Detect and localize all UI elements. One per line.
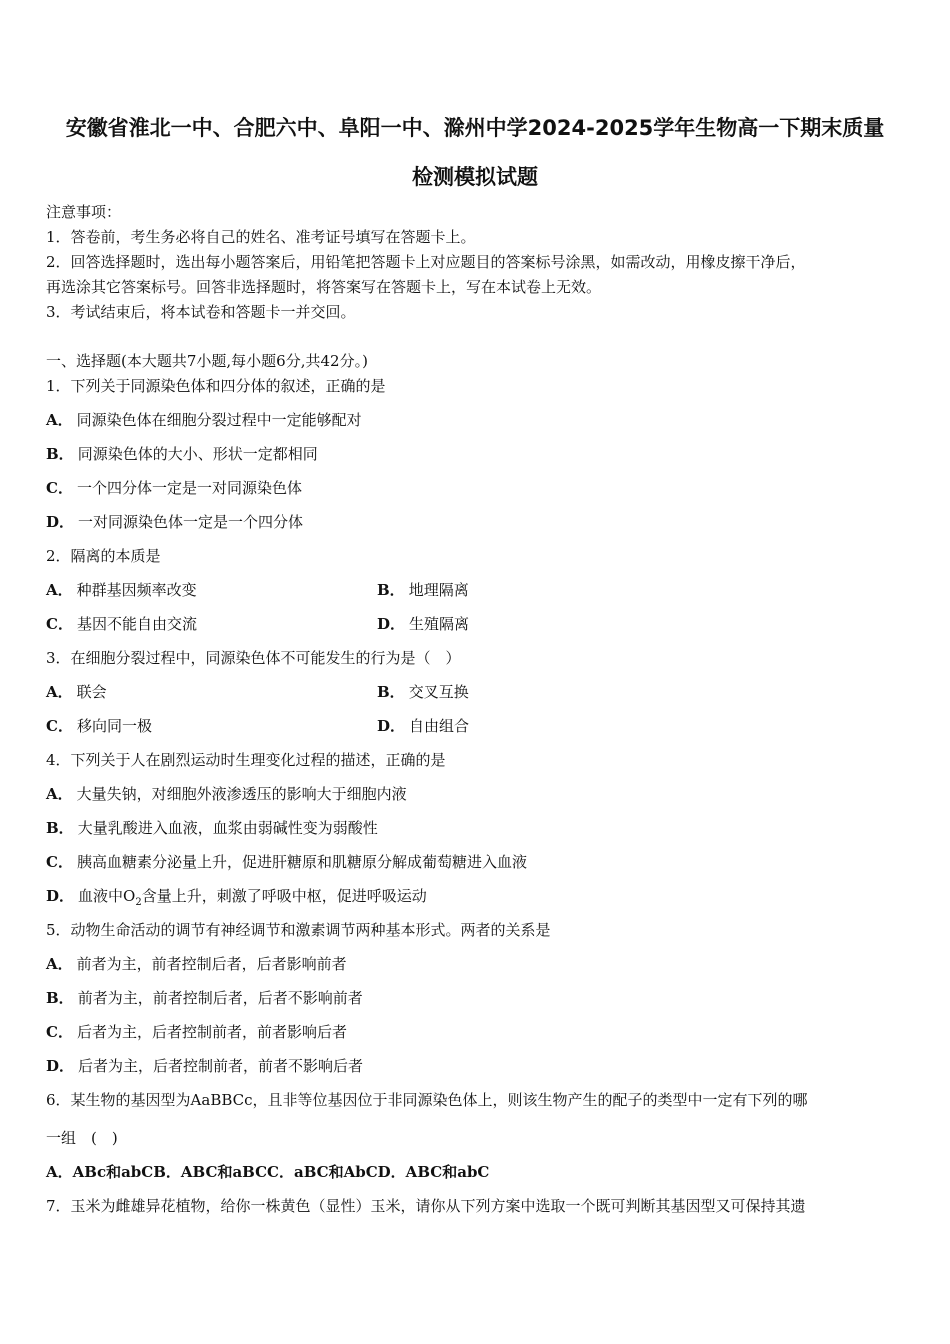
question-4	[46, 750, 446, 770]
q1-option-b	[46, 444, 318, 464]
q3-option-c	[46, 716, 152, 736]
option-text-post: 含量上升，刺激了呼吸中枢，促进呼吸运动	[141, 887, 427, 905]
question-3	[46, 648, 461, 668]
question-6-cont: 一组 ( )	[46, 1129, 118, 1147]
notice-item-3: 3．考试结束后，将本试卷和答题卡一并交回。	[46, 303, 356, 321]
notice-heading: 注意事项：	[46, 203, 122, 221]
exam-title-line1: 安徽省淮北一中、合肥六中、阜阳一中、滁州中学2024-2025学年生物高一下期末质量	[65, 116, 885, 140]
q3-option-d	[377, 716, 469, 736]
question-1	[46, 376, 386, 396]
q2-option-a	[46, 580, 197, 600]
notice-item-2: 2．回答选择题时，选出每小题答案后，用铅笔把答题卡上对应题目的答案标号涂黑，如需改动，用橡皮擦干净后，	[46, 253, 806, 271]
question-5	[46, 920, 551, 940]
option-text: 种群基因频率改变	[76, 581, 197, 599]
q5-option-d	[46, 1056, 363, 1076]
option-text: 移向同一极	[76, 717, 152, 735]
option-text: 同源染色体在细胞分裂过程中一定能够配对	[76, 411, 362, 429]
option-label: D．	[46, 1057, 75, 1075]
option-text: 联会	[76, 683, 107, 701]
q5-option-b	[46, 988, 363, 1008]
option-label: C．	[46, 717, 73, 735]
option-label: A．	[46, 785, 73, 803]
q4-option-b	[46, 818, 378, 838]
option-label: C．	[46, 853, 73, 871]
question-stem: 在细胞分裂过程中，同源染色体不可能发生的行为是（ ）	[70, 649, 461, 667]
option-label: B．	[377, 581, 405, 599]
option-label: C．	[46, 479, 73, 497]
option-text: 大量失钠，对细胞外液渗透压的影响大于细胞内液	[76, 785, 407, 803]
question-stem: 隔离的本质是	[70, 547, 161, 565]
option-text: 地理隔离	[408, 581, 469, 599]
option-text-pre: 血液中O	[78, 887, 136, 905]
option-text: 后者为主，后者控制前者，前者影响后者	[76, 1023, 347, 1041]
option-label: A．	[46, 683, 73, 701]
question-stem: 下列关于同源染色体和四分体的叙述，正确的是	[70, 377, 386, 395]
q2-option-d	[377, 614, 469, 634]
q5-option-a	[46, 954, 347, 974]
q3-option-a	[46, 682, 107, 702]
notice-item-2-cont: 再选涂其它答案标号。回答非选择题时，将答案写在答题卡上，写在本试卷上无效。	[46, 278, 602, 296]
option-label: D．	[377, 615, 406, 633]
option-label: D．	[377, 717, 406, 735]
option-label: A．	[46, 411, 73, 429]
option-label: A．	[46, 955, 73, 973]
q6-options: A．ABc和abCB．ABC和aBCC．aBC和AbCD．ABC和abC	[46, 1163, 490, 1181]
q5-option-c	[46, 1022, 347, 1042]
option-label: C．	[46, 615, 73, 633]
option-label: B．	[46, 445, 74, 463]
option-text: 一个四分体一定是一对同源染色体	[76, 479, 302, 497]
option-label: B．	[377, 683, 405, 701]
question-number: 3．	[46, 649, 71, 667]
q2-option-b	[377, 580, 469, 600]
question-number: 5．	[46, 921, 71, 939]
question-7	[46, 1196, 806, 1216]
option-text: 自由组合	[409, 717, 470, 735]
option-label: B．	[46, 819, 74, 837]
option-label: D．	[46, 513, 75, 531]
question-stem: 动物生命活动的调节有神经调节和激素调节两种基本形式。两者的关系是	[70, 921, 551, 939]
subscript: 2	[135, 897, 142, 908]
option-text: 一对同源染色体一定是一个四分体	[78, 513, 304, 531]
option-text: 后者为主，后者控制前者，前者不影响后者	[78, 1057, 364, 1075]
option-text: 前者为主，前者控制后者，后者不影响前者	[77, 989, 363, 1007]
q1-option-c	[46, 478, 302, 498]
question-stem: 下列关于人在剧烈运动时生理变化过程的描述，正确的是	[70, 751, 446, 769]
option-text: 前者为主，前者控制后者，后者影响前者	[76, 955, 347, 973]
question-number: 6．	[46, 1091, 71, 1109]
option-text: 交叉互换	[408, 683, 469, 701]
option-text: 生殖隔离	[409, 615, 470, 633]
option-text: 胰高血糖素分泌量上升，促进肝糖原和肌糖原分解成葡萄糖进入血液	[76, 853, 527, 871]
option-text: 大量乳酸进入血液，血浆由弱碱性变为弱酸性	[77, 819, 378, 837]
exam-title-line2: 检测模拟试题	[412, 165, 538, 189]
q1-option-a	[46, 410, 362, 430]
option-label: D．	[46, 887, 75, 905]
q4-option-d	[46, 886, 427, 913]
question-stem: 某生物的基因型为AaBBCc，且非等位基因位于非同源染色体上，则该生物产生的配子的类型中一定有下列的哪	[70, 1091, 808, 1109]
option-label: A．	[46, 581, 73, 599]
question-6	[46, 1090, 808, 1110]
option-label: C．	[46, 1023, 73, 1041]
question-number: 4．	[46, 751, 71, 769]
question-number: 1．	[46, 377, 71, 395]
option-text: 基因不能自由交流	[76, 615, 197, 633]
question-stem: 玉米为雌雄异花植物，给你一株黄色（显性）玉米，请你从下列方案中选取一个既可判断其基因型又可保持其遗	[70, 1197, 806, 1215]
question-2	[46, 546, 161, 566]
option-label: B．	[46, 989, 74, 1007]
option-text: 同源染色体的大小、形状一定都相同	[77, 445, 318, 463]
q1-option-d	[46, 512, 303, 532]
q2-option-c	[46, 614, 197, 634]
section-heading: 一、选择题(本大题共7小题,每小题6分,共42分。)	[46, 352, 368, 370]
question-number: 2．	[46, 547, 71, 565]
notice-item-1: 1．答卷前，考生务必将自己的姓名、准考证号填写在答题卡上。	[46, 228, 476, 246]
q3-option-b	[377, 682, 469, 702]
question-number: 7．	[46, 1197, 71, 1215]
q4-option-a	[46, 784, 407, 804]
q4-option-c	[46, 852, 527, 872]
